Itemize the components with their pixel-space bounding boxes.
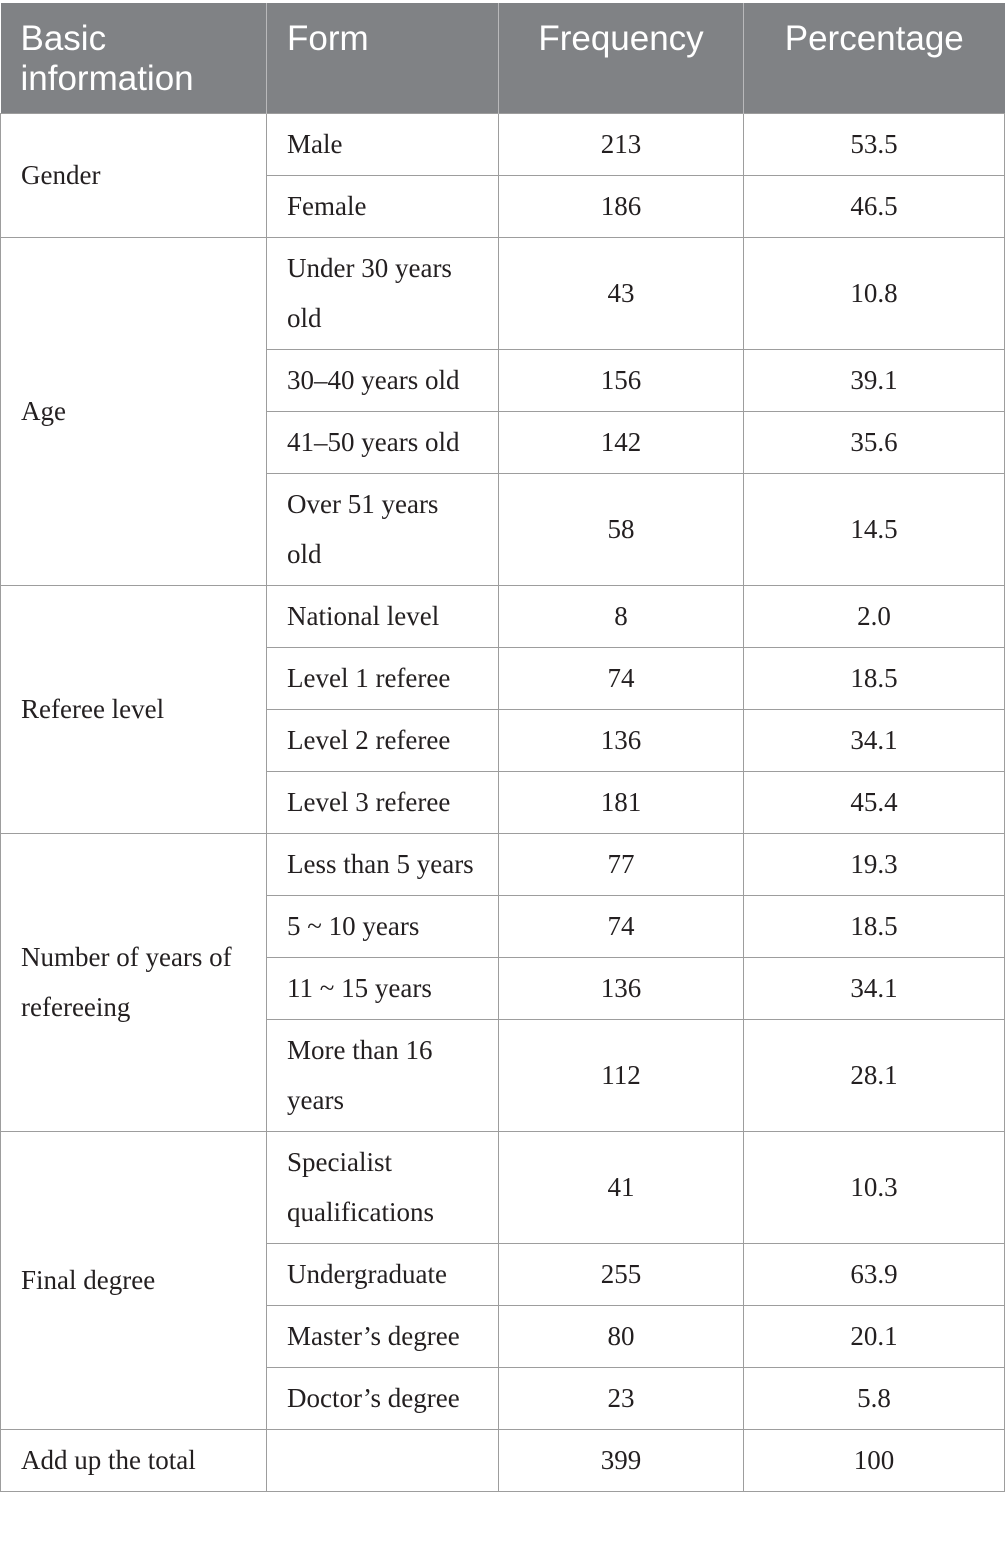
form-cell: Male [267,114,499,176]
frequency-cell: 41 [499,1132,744,1244]
frequency-cell: 77 [499,834,744,896]
form-cell: Level 2 referee [267,710,499,772]
frequency-cell: 181 [499,772,744,834]
frequency-cell: 156 [499,350,744,412]
percentage-cell: 45.4 [744,772,1005,834]
total-percentage: 100 [744,1430,1005,1492]
total-form-cell [267,1430,499,1492]
form-cell: Over 51 years old [267,474,499,586]
table-row [1,1132,1005,1244]
form-cell: Female [267,176,499,238]
percentage-cell: 18.5 [744,648,1005,710]
category-cell: Number of years of refereeing [1,834,267,1132]
category-cell: Referee level [1,586,267,834]
table-row [1,114,1005,176]
frequency-cell: 136 [499,710,744,772]
percentage-cell: 10.8 [744,238,1005,350]
form-cell: 30–40 years old [267,350,499,412]
header-frequency: Frequency [499,3,744,114]
percentage-cell: 14.5 [744,474,1005,586]
table-body [1,114,1005,1492]
percentage-cell: 28.1 [744,1020,1005,1132]
frequency-cell: 255 [499,1244,744,1306]
frequency-cell: 8 [499,586,744,648]
total-frequency: 399 [499,1430,744,1492]
form-cell: Less than 5 years [267,834,499,896]
frequency-cell: 74 [499,896,744,958]
frequency-cell: 74 [499,648,744,710]
frequency-cell: 58 [499,474,744,586]
percentage-cell: 34.1 [744,710,1005,772]
category-cell: Final degree [1,1132,267,1430]
form-cell: Master’s degree [267,1306,499,1368]
header-percentage: Percentage [744,3,1005,114]
table-row [1,238,1005,350]
form-cell: Undergraduate [267,1244,499,1306]
percentage-cell: 35.6 [744,412,1005,474]
percentage-cell: 2.0 [744,586,1005,648]
table-header [1,3,1005,114]
percentage-cell: 46.5 [744,176,1005,238]
frequency-cell: 112 [499,1020,744,1132]
demographics-table [0,3,1005,1492]
frequency-cell: 142 [499,412,744,474]
percentage-cell: 19.3 [744,834,1005,896]
header-form: Form [267,3,499,114]
percentage-cell: 10.3 [744,1132,1005,1244]
header-row [1,3,1005,114]
form-cell: More than 16 years [267,1020,499,1132]
frequency-cell: 23 [499,1368,744,1430]
form-cell: National level [267,586,499,648]
form-cell: Level 1 referee [267,648,499,710]
percentage-cell: 5.8 [744,1368,1005,1430]
percentage-cell: 63.9 [744,1244,1005,1306]
category-cell: Gender [1,114,267,238]
percentage-cell: 18.5 [744,896,1005,958]
percentage-cell: 34.1 [744,958,1005,1020]
frequency-cell: 80 [499,1306,744,1368]
form-cell: Specialist qualifications [267,1132,499,1244]
percentage-cell: 39.1 [744,350,1005,412]
table-row [1,834,1005,896]
percentage-cell: 53.5 [744,114,1005,176]
frequency-cell: 213 [499,114,744,176]
form-cell: 5 ~ 10 years [267,896,499,958]
table-row [1,586,1005,648]
form-cell: Under 30 years old [267,238,499,350]
total-row [1,1430,1005,1492]
form-cell: 11 ~ 15 years [267,958,499,1020]
frequency-cell: 186 [499,176,744,238]
percentage-cell: 20.1 [744,1306,1005,1368]
frequency-cell: 136 [499,958,744,1020]
form-cell: Level 3 referee [267,772,499,834]
total-label: Add up the total [1,1430,267,1492]
category-cell: Age [1,238,267,586]
header-basic-information: Basic information [1,3,267,114]
form-cell: 41–50 years old [267,412,499,474]
frequency-cell: 43 [499,238,744,350]
form-cell: Doctor’s degree [267,1368,499,1430]
